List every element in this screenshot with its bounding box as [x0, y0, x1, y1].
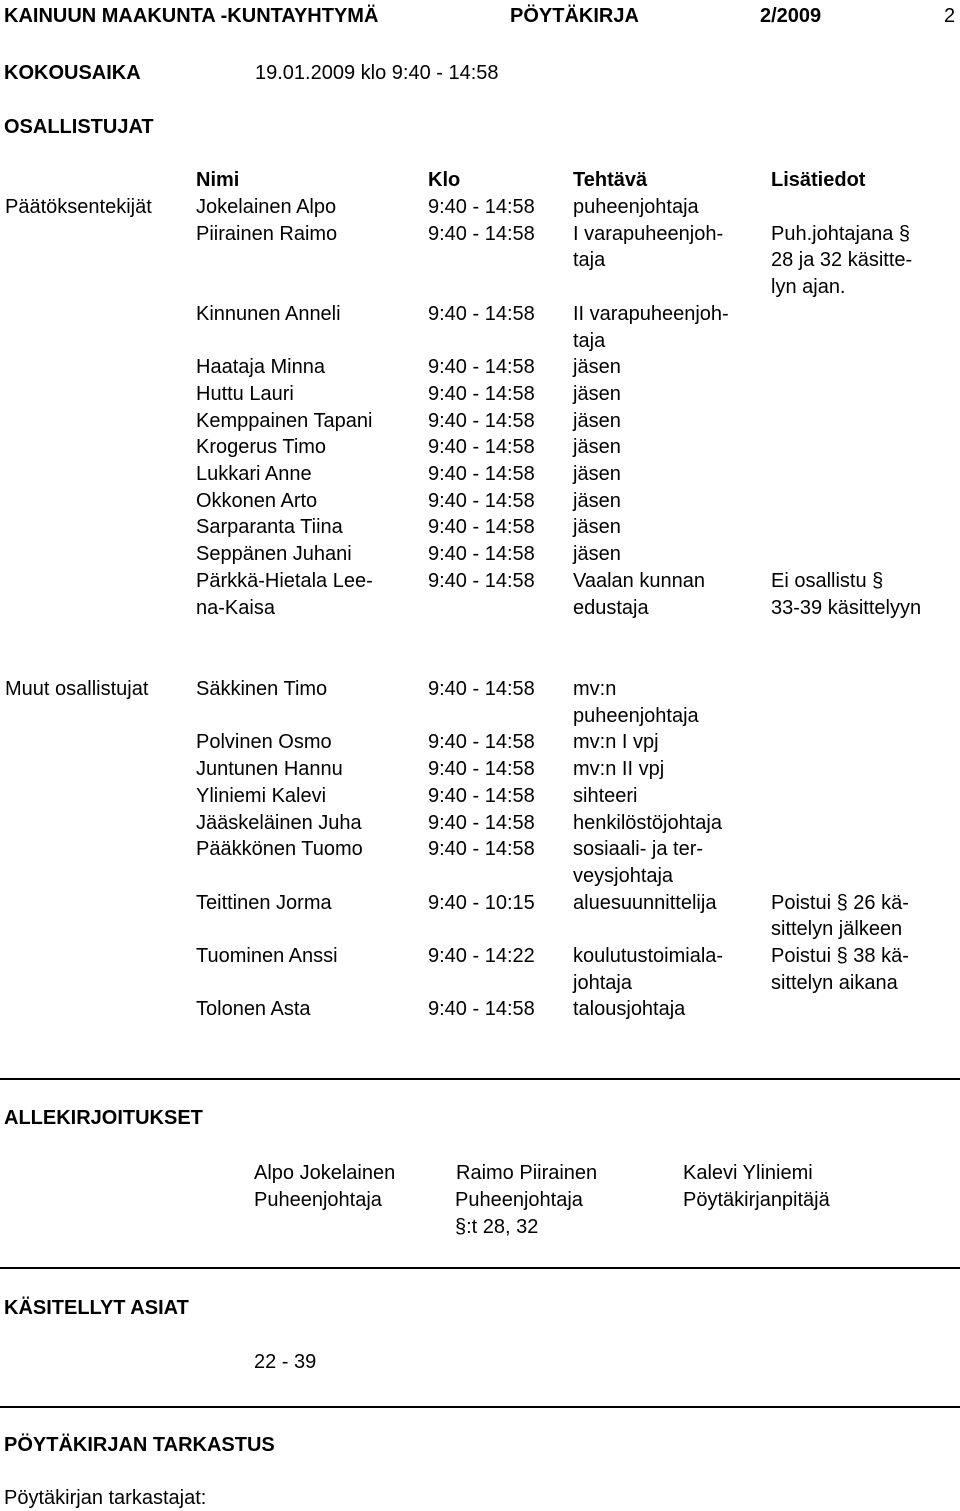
participant-name: Jääskeläinen Juha	[196, 811, 362, 834]
participant-role: aluesuunnittelija	[573, 891, 717, 914]
participant-role: jäsen	[573, 409, 621, 432]
participant-time: 9:40 - 14:22	[428, 945, 535, 967]
participant-name: Pärkkä-Hietala Lee- na-Kaisa	[196, 569, 373, 619]
participant-name: Tolonen Asta	[196, 998, 311, 1021]
group-label-others: Muut osallistujat	[5, 678, 149, 700]
group-label-decision-makers: Päätöksentekijät	[5, 196, 152, 218]
column-header-info: Lisätiedot	[771, 169, 866, 191]
participant-time: 9:40 - 14:58	[428, 543, 535, 566]
signature-name: Kalevi Yliniemi	[683, 1162, 813, 1184]
participant-info: Poistui § 38 kä- sittelyn aikana	[771, 945, 909, 994]
participant-role: jäsen	[573, 382, 621, 405]
participant-time: 9:40 - 14:58	[428, 302, 535, 325]
participant-name: Polvinen Osmo	[196, 731, 332, 754]
column-header-time: Klo	[428, 169, 461, 191]
signatures-heading: ALLEKIRJOITUKSET	[4, 1107, 203, 1129]
participant-time: 9:40 - 14:58	[428, 516, 535, 539]
participant-role: mv:n I vpj	[573, 731, 659, 754]
participant-name: Pääkkönen Tuomo	[196, 838, 363, 861]
document-number: 2/2009	[760, 5, 822, 27]
participant-role: Vaalan kunnan edustaja	[573, 569, 705, 619]
participant-role: koulutustoimiala- johtaja	[573, 945, 724, 994]
divider	[0, 1078, 960, 1080]
participant-role: II varapuheenjoh- taja	[573, 302, 729, 352]
participant-role: henkilöstöjohtaja	[573, 811, 722, 834]
participant-name: Teittinen Jorma	[196, 891, 332, 914]
participant-time: 9:40 - 14:58	[428, 784, 535, 807]
participant-name: Lukkari Anne	[196, 463, 312, 485]
participant-time: 9:40 - 14:58	[428, 356, 535, 379]
participant-info: Ei osallistu § 33-39 käsittelyyn	[771, 569, 922, 619]
participant-time: 9:40 - 14:58	[428, 838, 535, 861]
participant-name: Krogerus Timo	[196, 436, 327, 459]
meeting-time-value: 19.01.2009 klo 9:40 - 14:58	[255, 62, 499, 84]
participant-role: jäsen	[573, 356, 621, 379]
divider	[0, 1406, 960, 1408]
signature-name: Alpo Jokelainen	[254, 1162, 396, 1184]
participant-name: Yliniemi Kalevi	[196, 784, 327, 807]
participant-name: Kemppainen Tapani	[196, 409, 373, 432]
participant-role: jäsen	[573, 489, 621, 512]
participant-time: 9:40 - 14:58	[428, 998, 535, 1021]
participant-role: jäsen	[573, 516, 621, 539]
participant-name: Haataja Minna	[196, 356, 325, 379]
participant-name: Säkkinen Timo	[196, 678, 328, 700]
handled-items-heading: KÄSITELLYT ASIAT	[4, 1297, 189, 1319]
signature-title: Pöytäkirjanpitäjä	[683, 1189, 830, 1211]
participant-role: sihteeri	[573, 784, 638, 807]
participant-time: 9:40 - 14:58	[428, 222, 535, 245]
reviewers-label: Pöytäkirjan tarkastajat:	[4, 1487, 207, 1509]
participant-time: 9:40 - 14:58	[428, 382, 535, 405]
participants-heading: OSALLISTUJAT	[4, 116, 154, 138]
participant-name: Tuominen Anssi	[196, 945, 338, 967]
column-header-role: Tehtävä	[573, 169, 648, 191]
participant-time: 9:40 - 14:58	[428, 196, 535, 218]
participant-name: Juntunen Hannu	[196, 758, 343, 781]
signature-title: Puheenjohtaja	[254, 1189, 382, 1211]
participant-role: jäsen	[573, 463, 621, 485]
participant-info: Puh.johtajana § 28 ja 32 käsitte- lyn ajan.	[771, 222, 913, 299]
participant-time: 9:40 - 14:58	[428, 569, 535, 592]
participant-name: Piirainen Raimo	[196, 222, 338, 245]
participant-time: 9:40 - 14:58	[428, 758, 535, 781]
participant-role: mv:n puheenjohtaja	[573, 678, 699, 727]
participant-time: 9:40 - 14:58	[428, 463, 535, 485]
column-header-name: Nimi	[196, 169, 240, 191]
handled-items-value: 22 - 39	[254, 1351, 317, 1373]
participant-role: I varapuheenjoh- taja	[573, 222, 724, 272]
review-heading: PÖYTÄKIRJAN TARKASTUS	[4, 1434, 275, 1456]
participant-time: 9:40 - 14:58	[428, 436, 535, 459]
participant-role: mv:n II vpj	[573, 758, 665, 781]
participant-time: 9:40 - 10:15	[428, 891, 535, 914]
participant-role: jäsen	[573, 436, 621, 459]
participant-time: 9:40 - 14:58	[428, 409, 535, 432]
organization-name: KAINUUN MAAKUNTA -KUNTAYHTYMÄ	[4, 5, 379, 27]
document-type: PÖYTÄKIRJA	[510, 5, 639, 27]
participant-time: 9:40 - 14:58	[428, 811, 535, 834]
divider	[0, 1267, 960, 1269]
meeting-time-label: KOKOUSAIKA	[4, 62, 141, 84]
participant-name: Jokelainen Alpo	[196, 196, 337, 218]
signature-name: Raimo Piirainen	[456, 1162, 598, 1184]
participant-name: Huttu Lauri	[196, 382, 294, 405]
participant-name: Okkonen Arto	[196, 489, 318, 512]
participant-role: talousjohtaja	[573, 998, 686, 1021]
participant-role: sosiaali- ja ter- veysjohtaja	[573, 838, 704, 887]
participant-info: Poistui § 26 kä- sittelyn jälkeen	[771, 891, 909, 941]
participant-name: Sarparanta Tiina	[196, 516, 343, 539]
page-number: 2	[944, 5, 956, 27]
participant-time: 9:40 - 14:58	[428, 731, 535, 754]
participant-time: 9:40 - 14:58	[428, 489, 535, 512]
participant-role: jäsen	[573, 543, 621, 566]
participant-name: Kinnunen Anneli	[196, 302, 341, 325]
participant-role: puheenjohtaja	[573, 196, 699, 218]
participant-time: 9:40 - 14:58	[428, 678, 535, 700]
signature-note: §:t 28, 32	[455, 1216, 539, 1238]
participant-name: Seppänen Juhani	[196, 543, 352, 566]
signature-title: Puheenjohtaja	[455, 1189, 583, 1211]
